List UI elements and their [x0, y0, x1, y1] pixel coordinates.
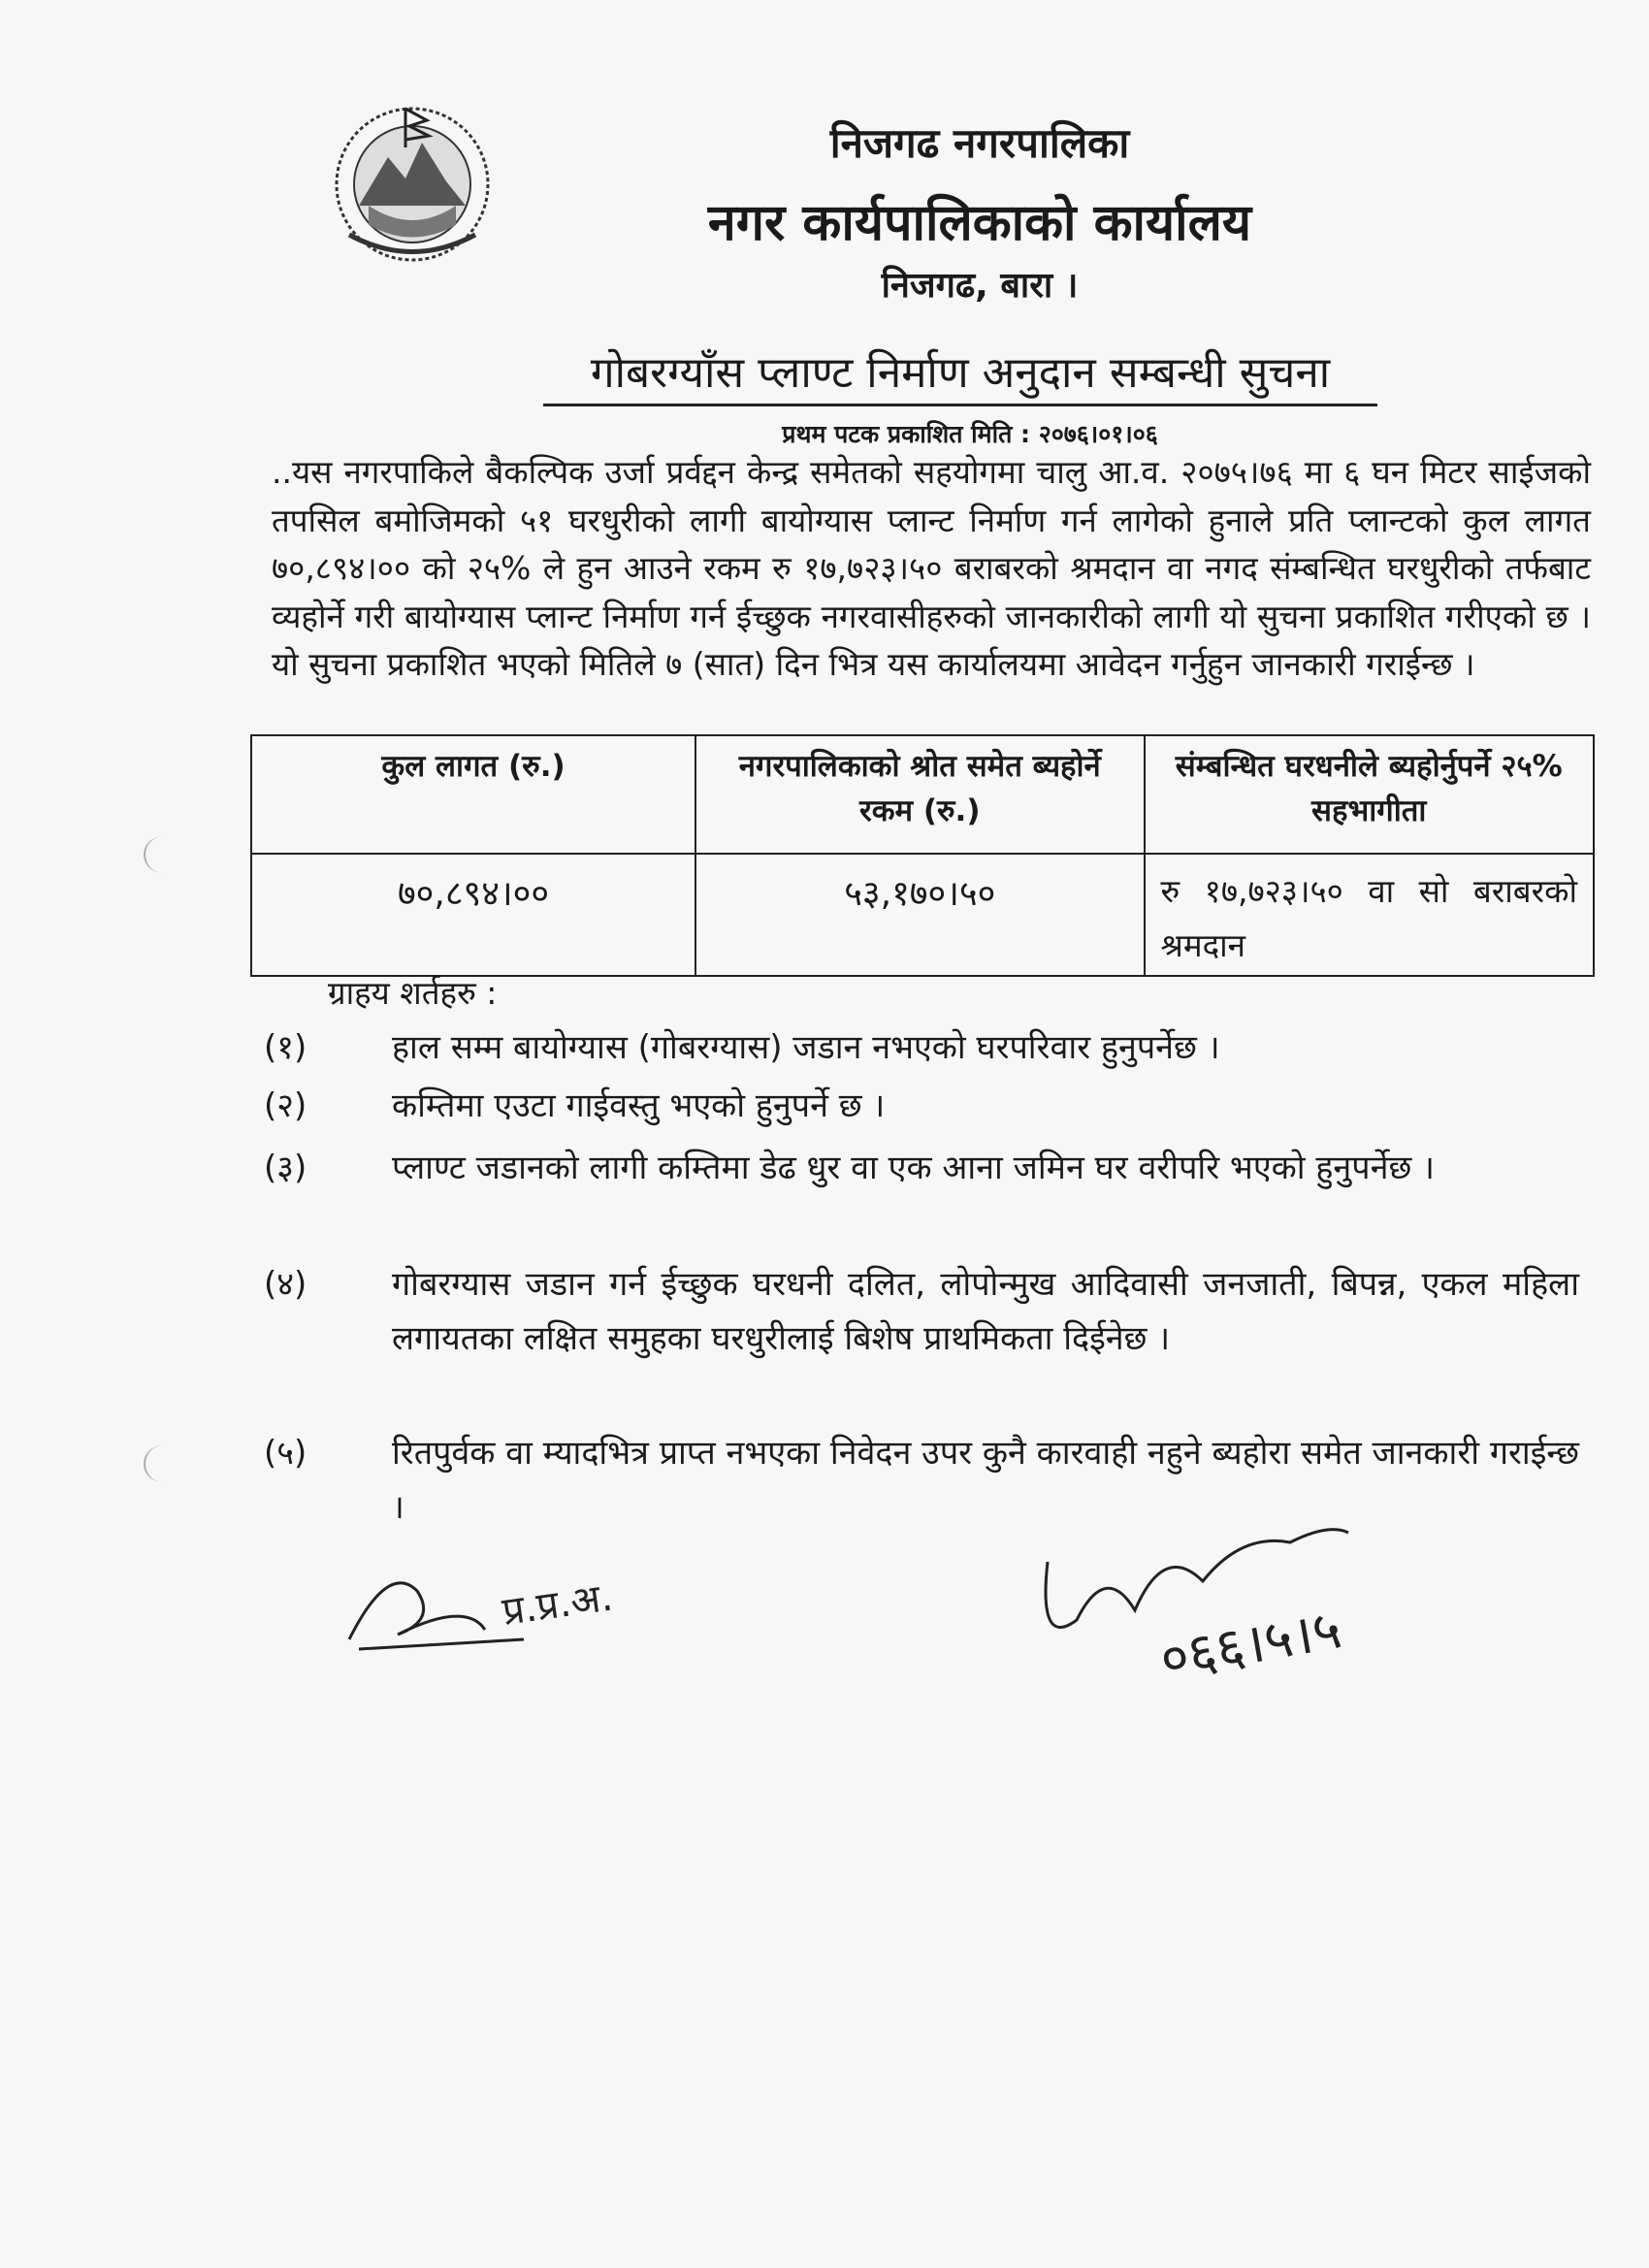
punch-hole [144, 836, 182, 873]
cost-table [250, 734, 1595, 977]
condition-text: हाल सम्म बायोग्यास (गोबरग्यास) जडान नभएको घरपरिवार हुनुपर्नेछ । [392, 1028, 1220, 1067]
condition-number: (२) [264, 1086, 307, 1125]
nepal-emblem-icon [320, 89, 504, 274]
condition-item [264, 1257, 1579, 1366]
conditions-title: ग्राहय शर्तहरु : [328, 974, 498, 1012]
condition-number: (१) [264, 1028, 307, 1067]
condition-text: गोबरग्यास जडान गर्न ईच्छुक घरधनी दलित, लोपोन्मुख आदिवासी जनजाती, बिपन्न, एकल महिला लगायतका लक्षित समुहका घरधुरीलाई बिशेष प्राथमिकता दिईनेछ । [392, 1265, 1579, 1358]
table-header: कुल लागत (रु.) [251, 735, 695, 854]
table-row [251, 854, 1594, 976]
condition-item [264, 1079, 1579, 1133]
office-name: नगर कार्यपालिकाको कार्यालय [707, 194, 1252, 252]
right-signature [1018, 1504, 1426, 1698]
left-signature [330, 1542, 660, 1669]
condition-text: रितपुर्वक वा म्यादभित्र प्राप्त नभएका निवेदन उपर कुनै कारवाही नहुने ब्यहोरा समेत जानकारी गराईन्छ । [392, 1434, 1579, 1527]
condition-text: कम्तिमा एउटा गाईवस्तु भएको हुनुपर्ने छ । [392, 1086, 886, 1125]
condition-number: (३) [264, 1149, 307, 1187]
total-cost-cell: ७०,८९४।०० [251, 854, 695, 976]
condition-text: प्लाण्ट जडानको लागी कम्तिमा डेढ धुर वा एक आना जमिन घर वरीपरि भएको हुनुपर्नेछ । [392, 1149, 1435, 1187]
publication-date: प्रथम पटक प्रकाशित मिति : २०७६।०१।०६ [782, 420, 1158, 448]
household-share-cell: रु १७,७२३।५० वा सो बराबरको श्रमदान [1145, 854, 1595, 976]
left-signature-text: प्र.प्र.अ. [499, 1574, 616, 1635]
table-header: संम्बन्धित घरधनीले ब्यहोर्नुपर्ने २५% सहभागीता [1145, 735, 1595, 854]
condition-number: (५) [264, 1434, 307, 1473]
municipality-name: निजगढ नगरपालिका [829, 119, 1130, 167]
condition-item [264, 1021, 1579, 1075]
office-address: निजगढ, बारा । [881, 266, 1079, 306]
signature-date: ०६६।५।५ [1155, 1598, 1346, 1692]
table-header: नगरपालिकाको श्रोत समेत ब्यहोर्ने रकम (रु.) [695, 735, 1144, 854]
punch-hole [144, 1445, 182, 1482]
condition-number: (४) [264, 1265, 307, 1304]
table-header-row [251, 735, 1594, 854]
municipality-share-cell: ५३,१७०।५० [695, 854, 1144, 976]
notice-title: गोबरग्याँस प्लाण्ट निर्माण अनुदान सम्बन्धी सुचना [543, 341, 1377, 406]
condition-item [264, 1141, 1579, 1195]
notice-body: ..यस नगरपाकिले बैकल्पिक उर्जा प्रर्वद्दन केन्द्र समेतको सहयोगमा चालु आ.व. २०७५।७६ मा ६ घन मिटर साईजको तपसिल बमोजिमको ५१ घरधुरीको लागी बायोग्यास प्लान्ट निर्माण गर्न लागेको हुनाले प्रति प्लान्टको कुल लागत ७०,८९४।०० को २५% ले हुन आउने रकम रु १७,७२३।५० बराबरको श्रमदान वा नगद संम्बन्धित घरधुरीको तर्फबाट व्यहोर्ने गरी बायोग्यास प्लान्ट निर्माण गर्न ईच्छुक नगरवासीहरुको जानकारीको लागी यो सुचना प्रकाशित गरीएको छ । यो सुचना प्रकाशित भएको मितिले ७ (सात) दिन भित्र यस कार्यालयमा आवेदन गर्नुहुन जानकारी गराईन्छ । [272, 453, 1591, 683]
